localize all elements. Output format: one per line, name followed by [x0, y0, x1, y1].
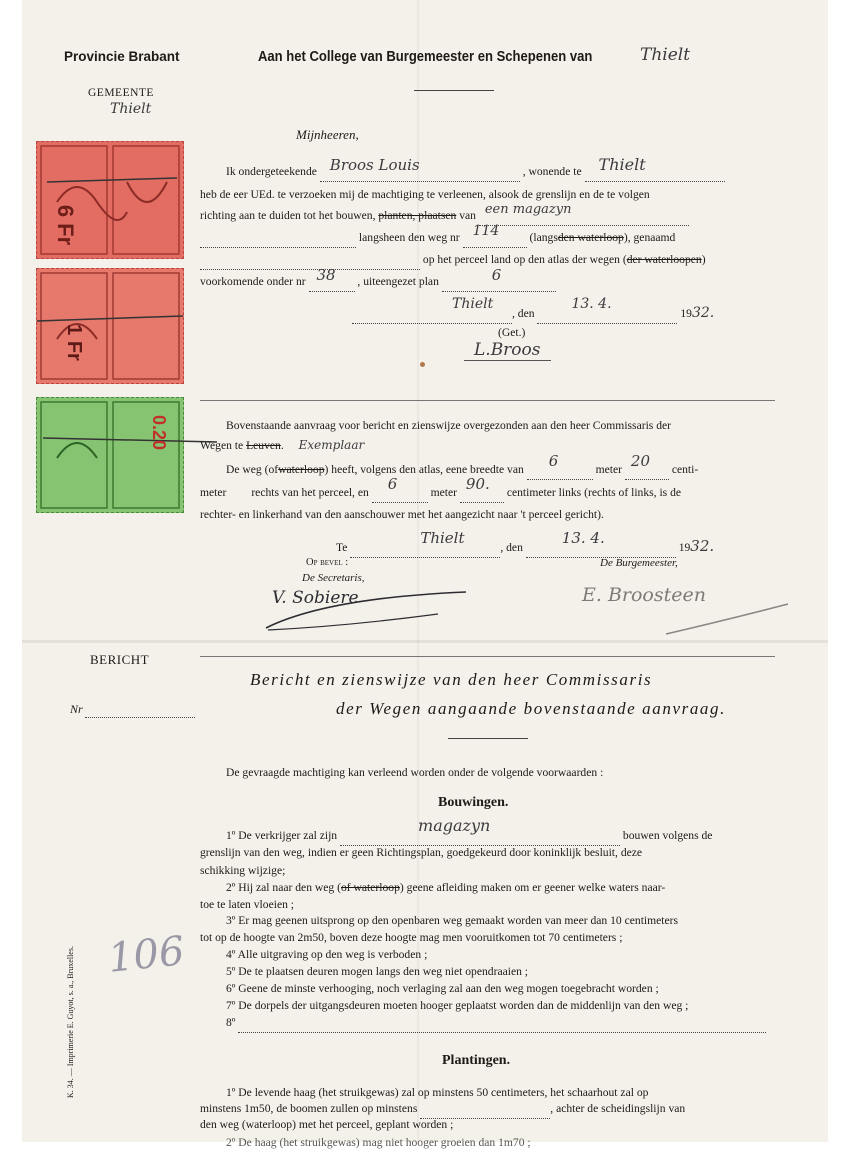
- applicant-signature: L.Broos: [464, 340, 551, 361]
- forward-line-2-post: .: [280, 439, 284, 452]
- page-title: Aan het College van Burgemeester en Schepenen van: [258, 49, 593, 65]
- signed-label: (Get.): [498, 326, 526, 339]
- request-line-1: [226, 155, 725, 182]
- left-cm-field: [460, 475, 504, 503]
- fold-line: [22, 640, 828, 643]
- forward-year-prefix: 19: [678, 541, 691, 554]
- forward-te: Te: [336, 541, 348, 554]
- request-line-4-post: ), genaamd: [623, 231, 676, 244]
- request-year-prefix: 19: [680, 307, 692, 320]
- width-cm: 20: [630, 452, 650, 470]
- printer-imprint: K. 34. — Imprimerie E. Guyot, s. a., Bruxelles.: [66, 946, 75, 1098]
- bericht-label: BERICHT: [90, 652, 150, 667]
- stamp-graphic-2: [37, 269, 183, 383]
- forward-line-4-post: centimeter links (rechts of links, is de: [506, 486, 682, 499]
- title-value: Thielt: [640, 45, 691, 65]
- blank-field: [200, 228, 356, 248]
- request-den: , den: [512, 307, 535, 320]
- nr-text: Nr: [70, 702, 83, 716]
- forward-line-2: [200, 436, 364, 455]
- nr-field: [85, 702, 195, 718]
- forward-line-3-mid: ) heeft, volgens den atlas, eene breedte van: [324, 463, 524, 476]
- applicant-name: Broos Louis: [329, 156, 420, 174]
- request-date: 13. 4.: [571, 296, 612, 312]
- secretaris-label: De Secretaris,: [302, 572, 365, 584]
- request-place-field: [352, 296, 512, 324]
- revenue-stamp-2: [36, 268, 184, 384]
- bouwingen-item-1-line-2: grenslijn van den weg, indien er geen Richtingsplan, goedgekeurd door koninklijk besluit, deze: [200, 846, 643, 859]
- request-date-field: [537, 296, 677, 324]
- request-line-4-pre: langsheen den weg nr: [358, 231, 460, 244]
- gemeente-label: GEMEENTE: [88, 87, 154, 99]
- atlas-number: 38: [316, 266, 336, 284]
- section-rule-1: [200, 400, 775, 401]
- width-m: 6: [548, 452, 559, 470]
- bouwingen-item-8-field: [238, 1013, 766, 1033]
- plan-number-field: [442, 266, 556, 292]
- secretary-signature: V. Sobiere: [272, 588, 359, 608]
- title-rule: [414, 90, 494, 91]
- left-m-field: [372, 475, 428, 503]
- burgemeester-label: De Burgemeester,: [600, 557, 678, 569]
- bouwingen-item-4: 4º Alle uitgraving op den weg is verboden ;: [226, 948, 428, 961]
- forward-place-field: [350, 529, 500, 558]
- stamp-value-1: 6 Fr: [53, 204, 79, 246]
- forward-line-2-strike: Leuven: [246, 439, 281, 452]
- request-line-4-strike: den waterloop: [557, 231, 624, 244]
- bouwingen-item-6: 6º Geene de minste verhooging, noch verlaging zal aan den weg mogen toegebracht worden ;: [226, 982, 659, 995]
- bouwingen-item-5: 5º De te plaatsen deuren mogen langs den weg niet opendraaien ;: [226, 965, 529, 978]
- request-line-1-mid: , wonende te: [522, 165, 582, 178]
- request-line-5-post: ): [701, 253, 706, 266]
- plan-number: 6: [491, 266, 502, 284]
- forward-date-field: [526, 529, 676, 558]
- forward-place: Thielt: [420, 529, 465, 547]
- atlas-number-field: [309, 266, 355, 292]
- mayor-flourish: [662, 600, 792, 640]
- bericht-title-2: der Wegen aangaande bovenstaande aanvraag.: [336, 699, 726, 718]
- salutation: Mijnheeren,: [296, 127, 359, 142]
- request-line-5: [200, 250, 706, 270]
- forward-date: 13. 4.: [561, 529, 605, 547]
- bouwingen-item-3-line-2: tot op de hoogte van 2m50, boven deze hoogte mag men vooruitkomen tot 70 centimeters ;: [200, 931, 623, 944]
- bericht-intro: De gevraagde machtiging kan verleend worden onder de volgende voorwaarden :: [226, 766, 604, 779]
- forward-line-1: Bovenstaande aanvraag voor bericht en zienswijze overgezonden aan den heer Commissaris der: [226, 419, 672, 432]
- request-place: Thielt: [452, 296, 494, 312]
- bouwingen-heading: Bouwingen.: [438, 795, 509, 810]
- forward-line-4-mid: rechts van het perceel, en: [251, 486, 369, 499]
- forward-line-3-pre: De weg (of: [226, 463, 279, 476]
- bouwingen-item-2-pre: 2º Hij zal naar den weg (: [226, 881, 341, 894]
- stamp-value-3: 0.20: [149, 414, 170, 451]
- plantingen-heading: Plantingen.: [442, 1053, 511, 1068]
- forward-line-4-pre: meter: [200, 486, 227, 499]
- op-bevel-label: Op bevel :: [306, 557, 349, 568]
- left-cm: 90.: [465, 475, 490, 493]
- bouwingen-item-8: [226, 1013, 766, 1033]
- document-page: [22, 0, 828, 1149]
- request-line-4-mid: (langs: [529, 231, 558, 244]
- request-line-6-pre: voorkomende onder nr: [200, 275, 306, 288]
- residence-field: [585, 155, 725, 182]
- bouwingen-item-2-post: ) geene afleiding maken om er geener welke waters naar-: [399, 881, 666, 894]
- blank-field-2: [200, 250, 420, 270]
- forward-line-2-pre: Wegen te: [200, 439, 244, 452]
- request-line-3-strike: planten, plaatsen: [378, 209, 457, 222]
- revenue-stamp-1: [36, 141, 184, 259]
- stamp-value-2: 1 Fr: [62, 324, 85, 361]
- residence-value: Thielt: [598, 155, 646, 174]
- request-line-4: [200, 223, 676, 248]
- request-line-3: [200, 202, 689, 226]
- plantingen-item-1-line-3: den weg (waterloop) met het perceel, geplant worden ;: [200, 1118, 454, 1131]
- request-line-5-strike: der waterloopen: [626, 253, 702, 266]
- request-line-3-post: van: [459, 209, 476, 222]
- request-line-6: [200, 266, 556, 292]
- bouwingen-item-3: 3º Er mag geenen uitsprong op den openbaren weg gemaakt worden van meer dan 10 centimeters: [226, 914, 679, 927]
- bouwingen-item-2-line-2: toe te laten vloeien ;: [200, 898, 295, 911]
- forward-den: , den: [500, 541, 523, 554]
- bouwingen-item-1-pre: 1º De verkrijger zal zijn: [226, 829, 338, 842]
- applicant-name-field: [320, 156, 520, 182]
- bouwingen-item-7: 7º De dorpels der uitgangsdeuren moeten hooger geplaatst worden dan de middenlijn van den weg ;: [226, 999, 689, 1012]
- hole-mark: [420, 362, 425, 367]
- left-m: 6: [387, 475, 398, 493]
- request-year-suffix: 32.: [691, 305, 715, 321]
- bouwingen-item-1-line-3: schikking wijzige;: [200, 864, 286, 877]
- request-line-2: heb de eer UEd. te verzoeken mij de machtiging te verleenen, alsook de grenslijn en de te volgen: [200, 188, 650, 201]
- request-line-5-pre: op het perceel land op den atlas der wegen (: [422, 253, 627, 266]
- secretary-flourish: [256, 594, 476, 634]
- gemeente-value: Thielt: [110, 101, 152, 117]
- request-line-6-mid: , uiteengezet plan: [357, 275, 439, 288]
- request-line-1-pre: Ik ondergeteekende: [226, 165, 317, 178]
- object-value: een magazyn: [484, 202, 572, 217]
- bericht-rule: [448, 738, 528, 739]
- mayor-signature: E. Broosteen: [582, 584, 706, 606]
- plantingen-item-1-line-2-post: , achter de scheidingslijn van: [550, 1102, 686, 1115]
- forward-year-suffix: 32.: [690, 537, 715, 555]
- nr-label: [70, 702, 195, 718]
- forward-line-3-post: centi-: [671, 463, 699, 476]
- forward-line-5: rechter- en linkerhand van den aanschouwer met het aangezicht naar 't perceel gericht).: [200, 508, 604, 521]
- bericht-title-1: Bericht en zienswijze van den heer Commissaris: [250, 670, 653, 689]
- road-number: 114: [472, 223, 500, 239]
- plantingen-item-1: 1º De levende haag (het struikgewas) zal op minstens 50 centimeters, het schaarhout zal op: [226, 1086, 649, 1099]
- bouwingen-item-1-value: magazyn: [418, 816, 491, 835]
- section-rule-2: [200, 656, 775, 657]
- request-line-3-pre: richting aan te duiden tot het bouwen,: [200, 209, 376, 222]
- bouwingen-item-1-post: bouwen volgens de: [622, 829, 713, 842]
- object-field: [479, 202, 689, 226]
- bouwingen-item-2-strike: of waterloop: [340, 881, 400, 894]
- forward-line-4-meter: meter: [430, 486, 458, 499]
- margin-note: 106: [105, 928, 187, 982]
- request-date-line: [352, 296, 715, 324]
- forward-line-4: [200, 475, 682, 503]
- bouwingen-item-8-label: 8º: [226, 1016, 236, 1029]
- revenue-stamp-3: [36, 397, 184, 513]
- forward-line-3-meter: meter: [595, 463, 622, 476]
- plantingen-item-1-line-2-pre: minstens 1m50, de boomen zullen op minstens: [200, 1102, 418, 1115]
- road-number-field: [463, 223, 527, 248]
- province-label: Provincie Brabant: [64, 49, 180, 64]
- width-m-field: [527, 452, 593, 480]
- width-cm-field: [625, 452, 669, 480]
- forward-date-line: [336, 529, 715, 558]
- forward-line-3: [226, 452, 699, 480]
- forward-line-2-hand: Exemplaar: [298, 438, 365, 452]
- plantingen-item-2-partial: 2º De haag (het struikgewas) mag niet hooger groeien dan 1m70 ;: [226, 1136, 531, 1149]
- forward-line-3-strike: waterloop: [278, 463, 325, 476]
